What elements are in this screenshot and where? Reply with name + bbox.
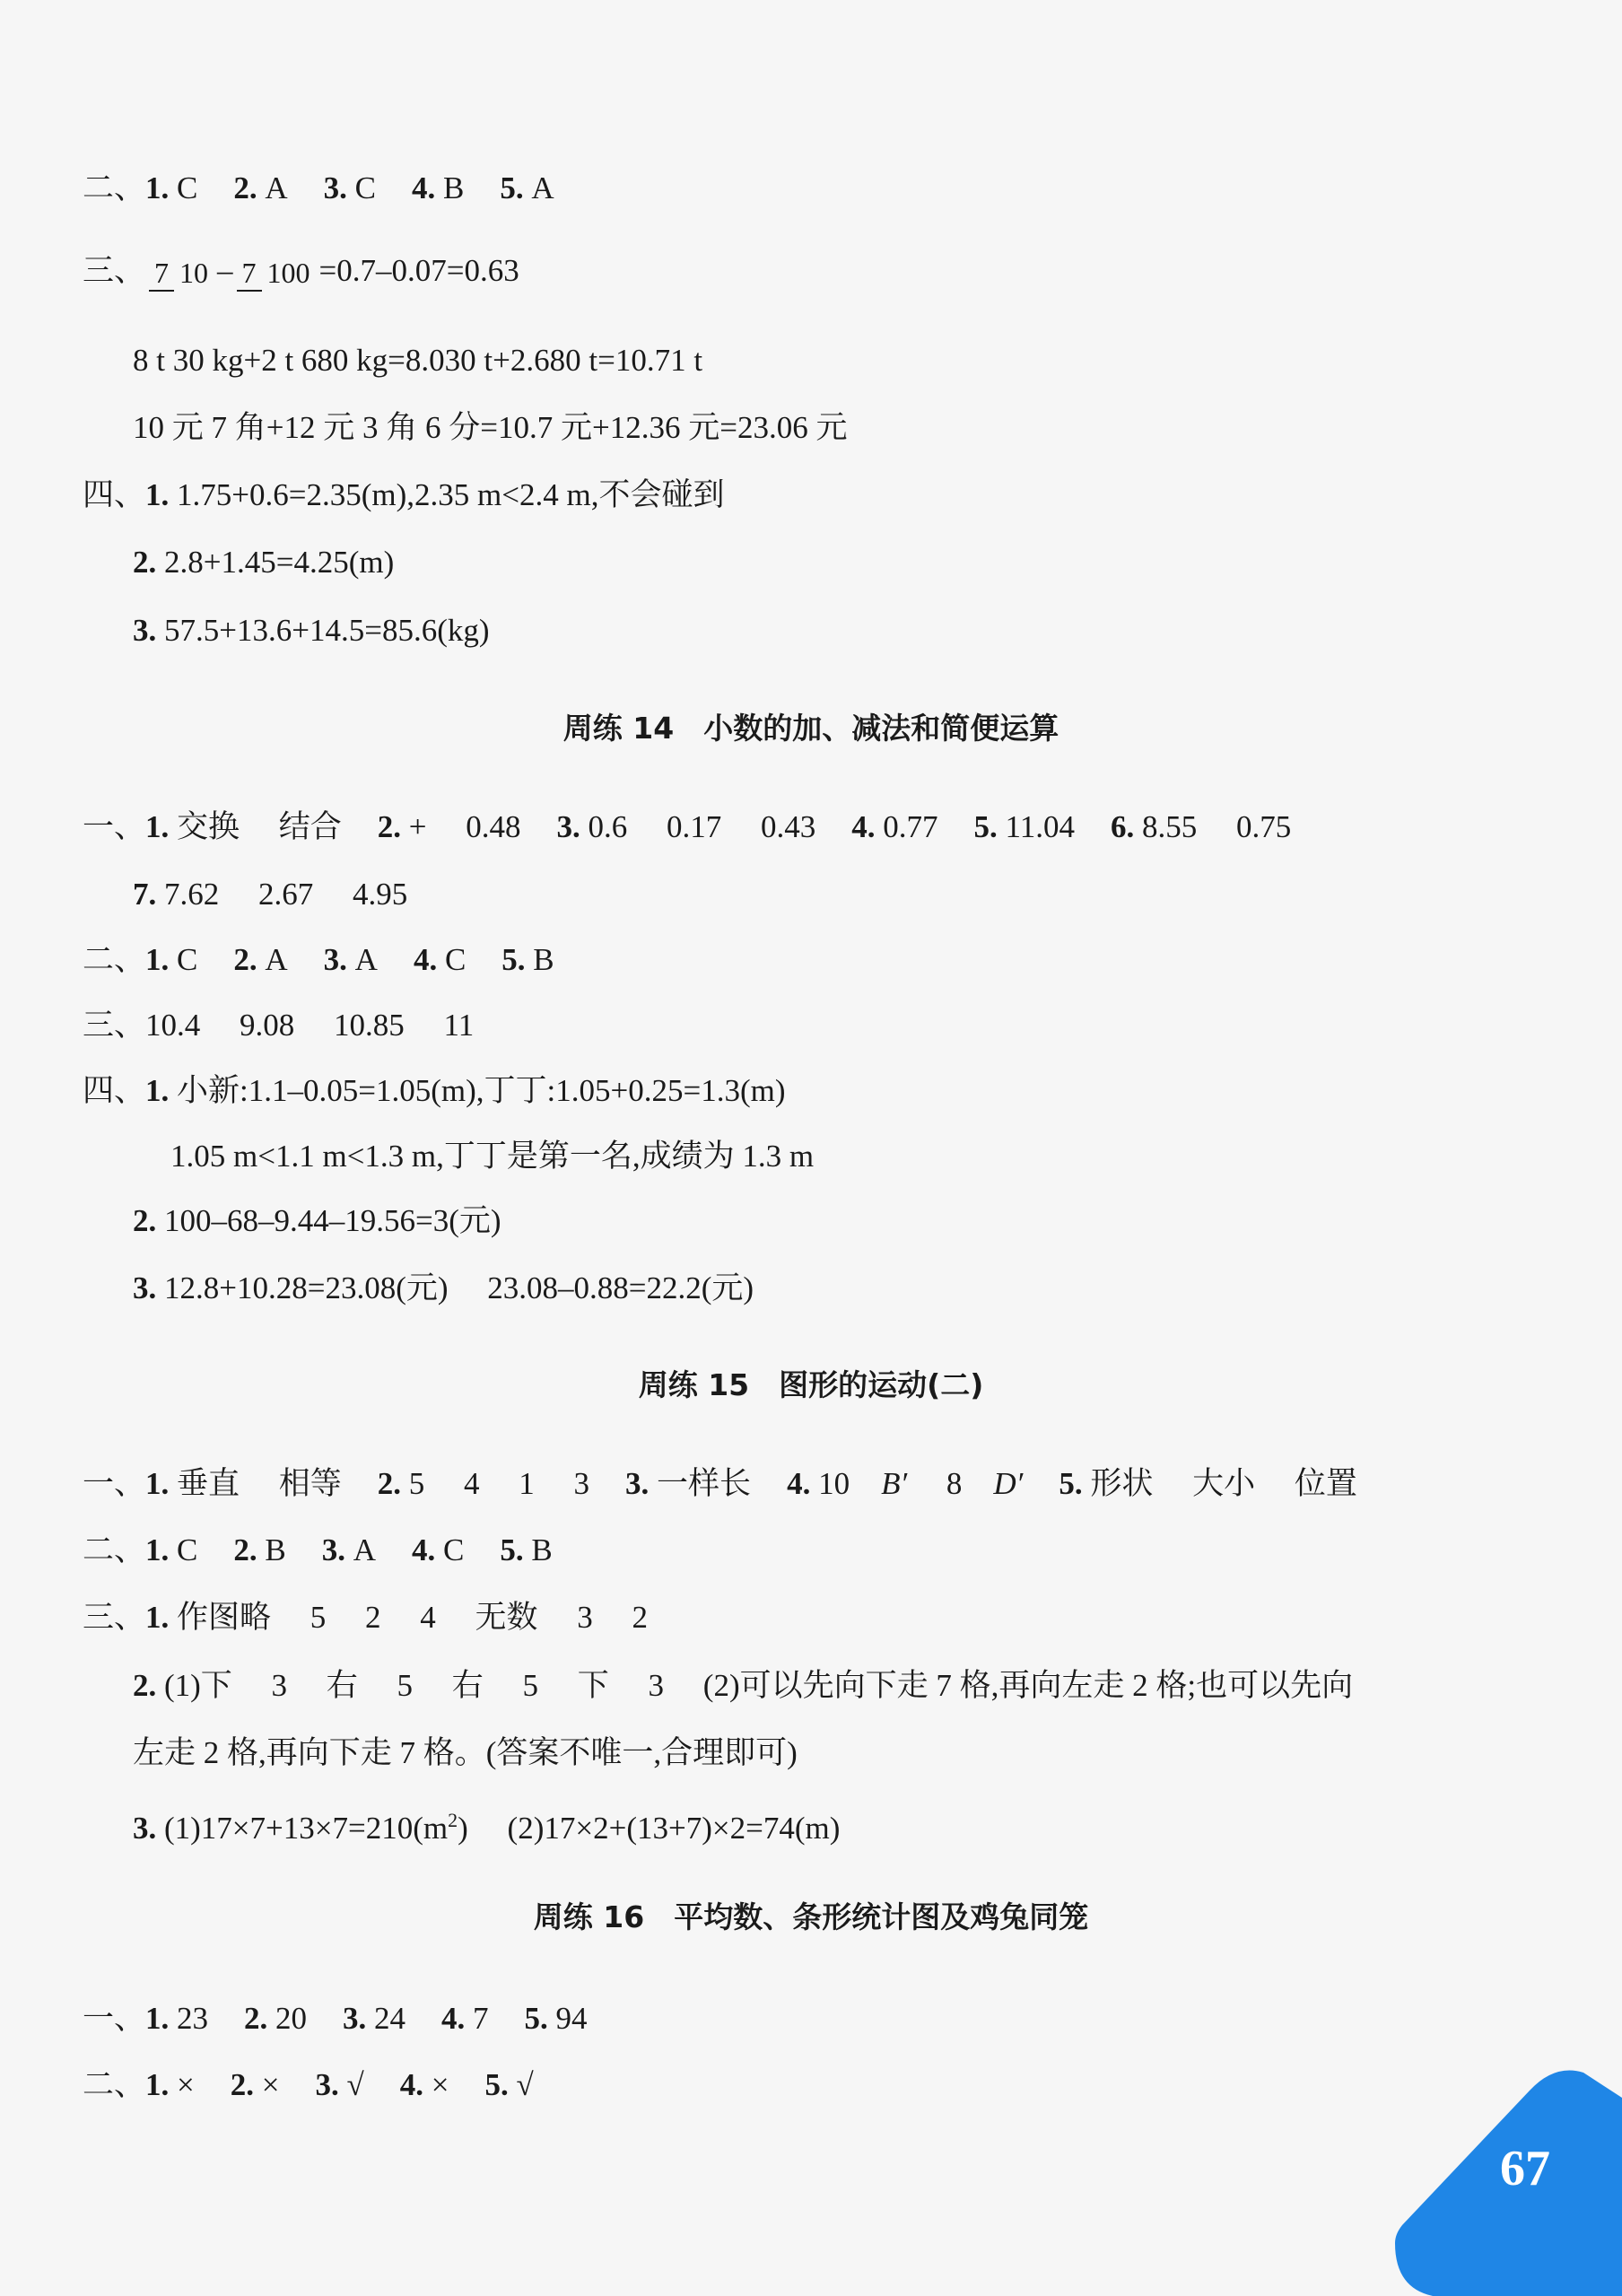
item-num: 5. (484, 2067, 509, 2102)
item-answer: B (265, 1532, 286, 1567)
week15-heading: 周练 15 图形的运动(二) (638, 1367, 984, 1402)
w15-s3-q2-cont: 左走 2 格,再向下走 7 格。(答案不唯一,合理即可) (133, 1735, 798, 1770)
item-answer: 100–68–9.44–19.56=3(元) (164, 1203, 501, 1238)
item-num: 4. (441, 2001, 466, 2036)
fraction-denominator: 100 (266, 256, 310, 289)
item-num: 1. (145, 477, 170, 512)
item-answer: B (531, 1532, 553, 1567)
section-lead: 三、 (83, 253, 146, 288)
item-answer: A (531, 170, 554, 205)
item-answer: C (354, 170, 377, 205)
item-answer: 垂直 相等 (177, 1466, 342, 1501)
fraction-7-10 (149, 256, 214, 292)
w14-s1-line2 (133, 873, 407, 916)
item-num: 5. (501, 942, 526, 977)
w15-s1-line (83, 1462, 1357, 1506)
w16-s2-line (83, 2064, 534, 2107)
item-num: 3. (625, 1466, 650, 1501)
w14-s1-line1 (83, 806, 1291, 849)
item-answer: 10 (818, 1466, 882, 1501)
item-answer: × (261, 2067, 280, 2102)
top-s2-line (83, 167, 554, 210)
section-lead: 三、 (83, 1008, 146, 1043)
item-num: 3. (133, 1810, 157, 1846)
section-lead: 四、 (83, 1073, 146, 1108)
point-b-prime: B′ (881, 1466, 908, 1501)
section-lead: 一、 (83, 809, 146, 844)
item-num: 6. (1111, 809, 1135, 844)
top-s3-line1 (83, 235, 519, 307)
item-answer: 10.4 9.08 10.85 11 (145, 1008, 475, 1043)
item-answer: 7 (473, 2001, 489, 2036)
item-answer: 7.62 2.67 4.95 (164, 877, 408, 912)
item-num: 1. (145, 1466, 170, 1501)
item-num: 1. (145, 942, 170, 977)
w14-s3-line (83, 1004, 474, 1047)
item-answer: C (443, 1532, 465, 1567)
item-num: 2. (233, 942, 257, 977)
item-num: 2. (133, 1203, 157, 1238)
item-num: 1. (145, 2001, 170, 2036)
item-num: 7. (133, 877, 157, 912)
item-num: 5. (524, 2001, 548, 2036)
item-num: 4. (412, 1532, 436, 1567)
w15-s3-q2 (133, 1664, 1353, 1707)
item-num: 3. (321, 1532, 345, 1567)
item-answer: 5 4 1 3 (408, 1466, 590, 1501)
fraction-7-100 (237, 256, 316, 292)
item-answer: 20 (275, 2001, 308, 2036)
item-num: 4. (399, 2067, 423, 2102)
top-s3-line3: 10 元 7 角+12 元 3 角 6 分=10.7 元+12.36 元=23.06 元 (133, 410, 848, 445)
item-answer: + 0.48 (408, 809, 521, 844)
item-num: 1. (145, 2067, 170, 2102)
item-answer: √ (346, 2067, 364, 2102)
item-num: 5. (973, 809, 998, 844)
top-s3-line2: 8 t 30 kg+2 t 680 kg=8.030 t+2.680 t=10.71 t (133, 343, 703, 378)
item-num: 4. (412, 170, 436, 205)
fraction-numerator: 7 (149, 256, 174, 292)
item-answer: 0.6 0.17 0.43 (588, 809, 816, 844)
section-lead: 四、 (83, 477, 146, 512)
item-answer: C (177, 170, 198, 205)
item-num: 3. (323, 942, 347, 977)
item-answer: ) (2)17×2+(13+7)×2=74(m) (458, 1810, 841, 1846)
item-num: 3. (315, 2067, 339, 2102)
w15-s3-q3 (133, 1799, 840, 1850)
item-num: 3. (323, 170, 347, 205)
item-num: 3. (556, 809, 580, 844)
item-answer: B (533, 942, 554, 977)
item-answer: × (177, 2067, 195, 2102)
superscript: 2 (448, 1809, 458, 1831)
item-answer: A (354, 942, 378, 977)
item-num: 2. (244, 2001, 268, 2036)
item-answer: A (265, 942, 288, 977)
item-num: 2. (233, 1532, 257, 1567)
item-answer: A (265, 170, 288, 205)
item-answer: C (177, 1532, 198, 1567)
item-answer: √ (516, 2067, 534, 2102)
minus-sign: – (217, 253, 233, 288)
item-num: 1. (145, 809, 170, 844)
section-lead: 一、 (83, 1466, 146, 1501)
top-s4-q3 (133, 609, 490, 652)
fraction-denominator: 10 (179, 256, 209, 289)
point-d-prime: D′ (993, 1466, 1024, 1501)
item-answer: 作图略 5 2 4 无数 3 2 (177, 1600, 649, 1635)
page-number: 67 (1500, 2141, 1550, 2196)
item-num: 2. (133, 1668, 157, 1703)
item-answer: 8.55 0.75 (1142, 809, 1292, 844)
item-num: 2. (230, 2067, 255, 2102)
w14-s4-q1 (83, 1069, 786, 1113)
item-answer: 交换 结合 (177, 809, 342, 844)
item-num: 2. (377, 809, 402, 844)
item-num: 3. (343, 2001, 367, 2036)
week16-heading: 周练 16 平均数、条形统计图及鸡兔同笼 (533, 1899, 1089, 1934)
item-answer: A (353, 1532, 377, 1567)
item-num: 4. (851, 809, 876, 844)
item-answer: 94 (555, 2001, 588, 2036)
item-num: 3. (133, 613, 157, 648)
item-answer: C (177, 942, 198, 977)
section-lead: 二、 (83, 942, 146, 977)
w16-s1-line (83, 1997, 588, 2040)
item-num: 2. (377, 1466, 402, 1501)
item-num: 4. (413, 942, 438, 977)
item-num: 2. (233, 170, 257, 205)
item-answer: 23 (177, 2001, 209, 2036)
item-answer: (1)17×7+13×7=210(m (164, 1810, 449, 1846)
section-lead: 一、 (83, 2001, 146, 2036)
item-answer: (1)下 3 右 5 右 5 下 3 (2)可以先向下走 7 格,再向左走 2 格;也可以先向 (164, 1668, 1354, 1703)
equation-tail: =0.7–0.07=0.63 (318, 253, 519, 288)
section-lead: 二、 (83, 170, 146, 205)
item-answer: 小新:1.1–0.05=1.05(m),丁丁:1.05+0.25=1.3(m) (177, 1073, 786, 1108)
item-answer: 24 (374, 2001, 406, 2036)
w14-s4-q3 (133, 1267, 754, 1310)
w15-s2-line (83, 1529, 553, 1572)
item-num: 2. (133, 545, 157, 580)
top-s4-q2 (133, 541, 394, 584)
item-num: 1. (145, 1073, 170, 1108)
w15-s3-q1 (83, 1596, 648, 1639)
item-answer: 12.8+10.28=23.08(元) 23.08–0.88=22.2(元) (164, 1270, 754, 1305)
w14-s4-q2 (133, 1200, 501, 1243)
item-num: 1. (145, 1600, 170, 1635)
item-answer: 0.77 (883, 809, 938, 844)
item-num: 5. (1059, 1466, 1083, 1501)
item-answer: 8 (907, 1466, 994, 1501)
section-lead: 二、 (83, 1532, 146, 1567)
item-answer: 11.04 (1005, 809, 1075, 844)
item-num: 1. (145, 170, 170, 205)
fraction-numerator: 7 (237, 256, 262, 292)
w14-s4-q1-cont: 1.05 m<1.1 m<1.3 m,丁丁是第一名,成绩为 1.3 m (170, 1139, 815, 1174)
item-num: 5. (500, 170, 524, 205)
item-num: 1. (145, 1532, 170, 1567)
item-answer: 1.75+0.6=2.35(m),2.35 m<2.4 m,不会碰到 (177, 477, 725, 512)
item-answer: 2.8+1.45=4.25(m) (164, 545, 395, 580)
item-answer: × (431, 2067, 449, 2102)
item-answer: C (444, 942, 467, 977)
item-num: 4. (787, 1466, 811, 1501)
item-answer: B (443, 170, 465, 205)
item-num: 5. (500, 1532, 524, 1567)
section-lead: 二、 (83, 2067, 146, 2102)
item-answer: 一样长 (657, 1466, 752, 1501)
item-answer: 57.5+13.6+14.5=85.6(kg) (164, 613, 490, 648)
section-lead: 三、 (83, 1600, 146, 1635)
item-num: 3. (133, 1270, 157, 1305)
item-answer: 形状 大小 位置 (1090, 1466, 1357, 1501)
top-s4-q1 (83, 474, 724, 517)
w14-s2-line (83, 938, 554, 982)
week14-heading: 周练 14 小数的加、减法和简便运算 (562, 711, 1060, 746)
